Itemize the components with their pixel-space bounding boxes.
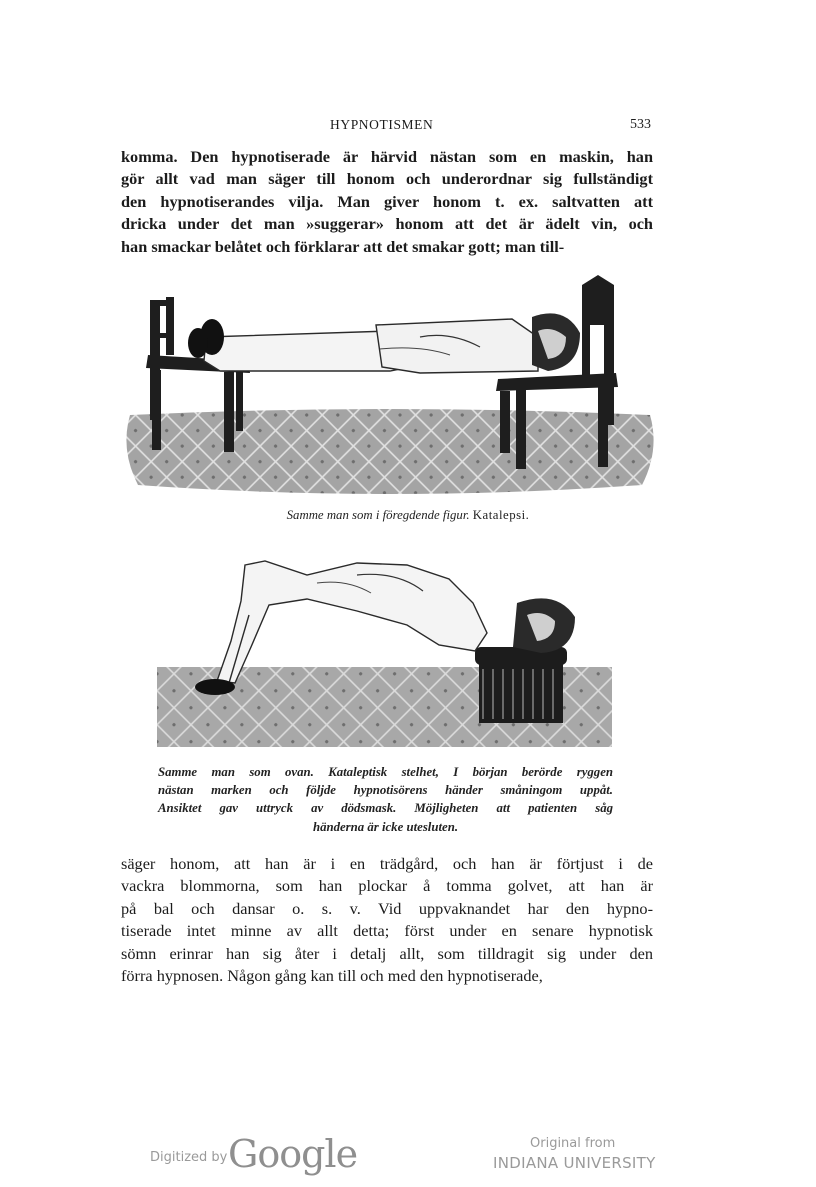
- text-line: förra hypnosen. Någon gång kan till och med den hypnotiserade,: [121, 965, 543, 985]
- text-line: på bal och dansar o. s. v. Vid uppvaknandet har den hypno-: [121, 898, 653, 918]
- figure-cataleptic-arch: [157, 555, 612, 755]
- university-label: INDIANA UNIVERSITY: [493, 1154, 656, 1172]
- text-line: säger honom, att han är i en trädgård, och han är förtjust i de: [121, 854, 653, 873]
- text-line: den hypnotiserandes vilja. Man giver honom t. ex. saltvatten att: [121, 191, 653, 211]
- paragraph-top: [121, 146, 653, 258]
- footstool: [475, 647, 567, 723]
- digitization-footer: [0, 1130, 816, 1180]
- running-head: [0, 117, 816, 135]
- page-number: 533: [630, 117, 651, 132]
- figure1-caption-plain: Katalepsi.: [472, 508, 530, 522]
- text-line: vackra blommorna, som han plockar å tomma golvet, att han är: [121, 876, 653, 896]
- illustration-man-arched: [157, 555, 612, 755]
- caption-line: nästan marken och följde hypnotisörens händer småningom uppåt.: [158, 783, 613, 798]
- digitized-by-label: Digitized by: [150, 1150, 228, 1165]
- caption-line: Samme man som ovan. Kataleptisk stelhet, I början berörde ryggen: [158, 765, 613, 779]
- paragraph-bottom: [121, 853, 653, 987]
- text-line: tiserade intet minne av allt detta; först under en senare hypnotisk: [121, 921, 653, 941]
- text-line: han smackar belåtet och förklarar att det smakar gott; man till-: [121, 236, 565, 256]
- illustration-man-between-chairs: [120, 275, 660, 497]
- tiled-floor: [126, 409, 653, 494]
- google-logo: Google: [228, 1132, 358, 1176]
- text-line: sömn erinrar han sig åter i detalj allt, som tilldragit sig under den: [121, 943, 653, 963]
- text-line: gör allt vad man säger till honom och underordnar sig fullständigt: [121, 169, 653, 189]
- figure1-caption: [0, 508, 816, 523]
- running-title: HYPNOTISMEN: [330, 117, 434, 132]
- text-line: dricka under det man »suggerar» honom att det är ädelt vin, och: [121, 214, 653, 234]
- figure2-caption: [158, 763, 613, 836]
- reclining-man: [188, 313, 580, 373]
- original-from-label: Original from: [530, 1136, 616, 1151]
- figure-catalepsy-chairs: [120, 275, 660, 497]
- caption-line: händerna är icke utesluten.: [312, 819, 459, 834]
- caption-line: Ansiktet gav uttryck av dödsmask. Möjligheten att patienten såg: [158, 801, 613, 816]
- figure1-caption-italic: Samme man som i föregdende figur.: [286, 508, 470, 522]
- text-line: komma. Den hypnotiserade är härvid nästan som en maskin, han: [121, 147, 653, 166]
